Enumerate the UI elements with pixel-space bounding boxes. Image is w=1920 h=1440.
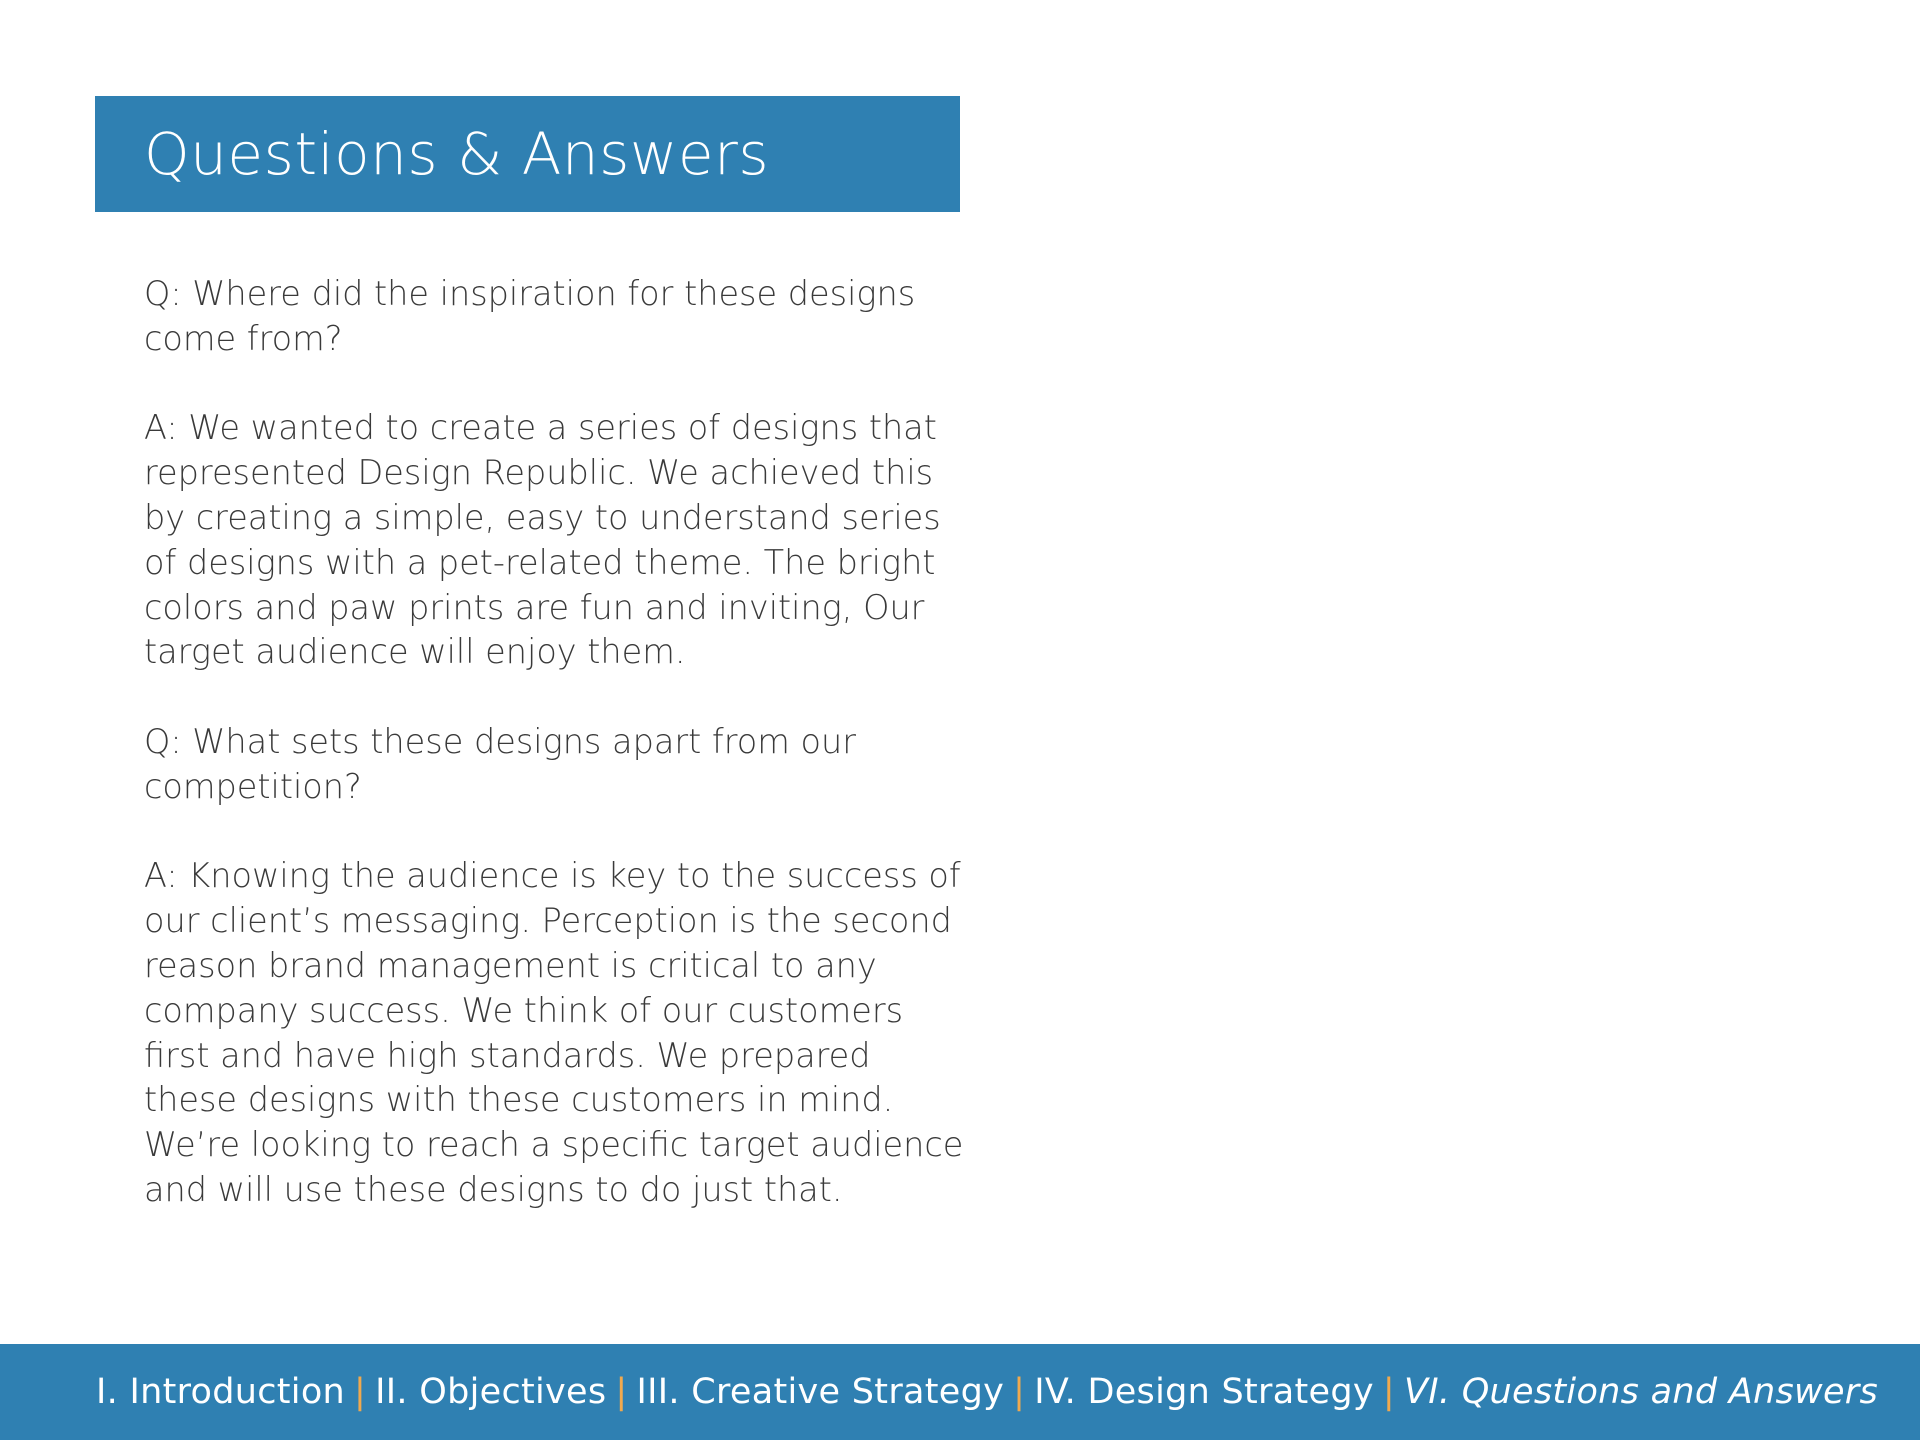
answer-2: A: Knowing the audience is key to the success of our client’s messaging. Perception is the second reason brand management is critical to any company success. We think of our customers first and have high standards. We prepared these designs with these customers in mind. We’re looking to reach a specific target audience and will use these designs to do just that. [144, 856, 964, 1209]
title-banner [95, 96, 960, 212]
footer-item-questions-answers[interactable]: VI. Questions and Answers [1403, 1372, 1879, 1412]
footer-separator: | [1382, 1372, 1395, 1412]
footer-nav [96, 1344, 1878, 1440]
footer-separator: | [354, 1372, 367, 1412]
footer-nav-bar [0, 1344, 1920, 1440]
footer-separator: | [615, 1372, 628, 1412]
footer-item-design-strategy[interactable]: IV. Design Strategy [1034, 1372, 1374, 1412]
footer-item-introduction[interactable]: I. Introduction [96, 1372, 346, 1412]
answer-1: A: We wanted to create a series of designs that represented Design Republic. We achieved this by creating a simple, easy to understand series of designs with a pet-related theme. The bright colors and paw prints are fun and inviting, Our target audience will enjoy them. [144, 408, 941, 672]
question-1: Q: Where did the inspiration for these designs come from? [144, 274, 916, 358]
qa-content [144, 272, 974, 1258]
footer-item-objectives[interactable]: II. Objectives [375, 1372, 607, 1412]
footer-item-creative-strategy[interactable]: III. Creative Strategy [636, 1372, 1005, 1412]
question-2: Q: What sets these designs apart from our competition? [144, 721, 857, 806]
page-title: Questions & Answers [144, 120, 770, 188]
footer-separator: | [1013, 1372, 1026, 1412]
